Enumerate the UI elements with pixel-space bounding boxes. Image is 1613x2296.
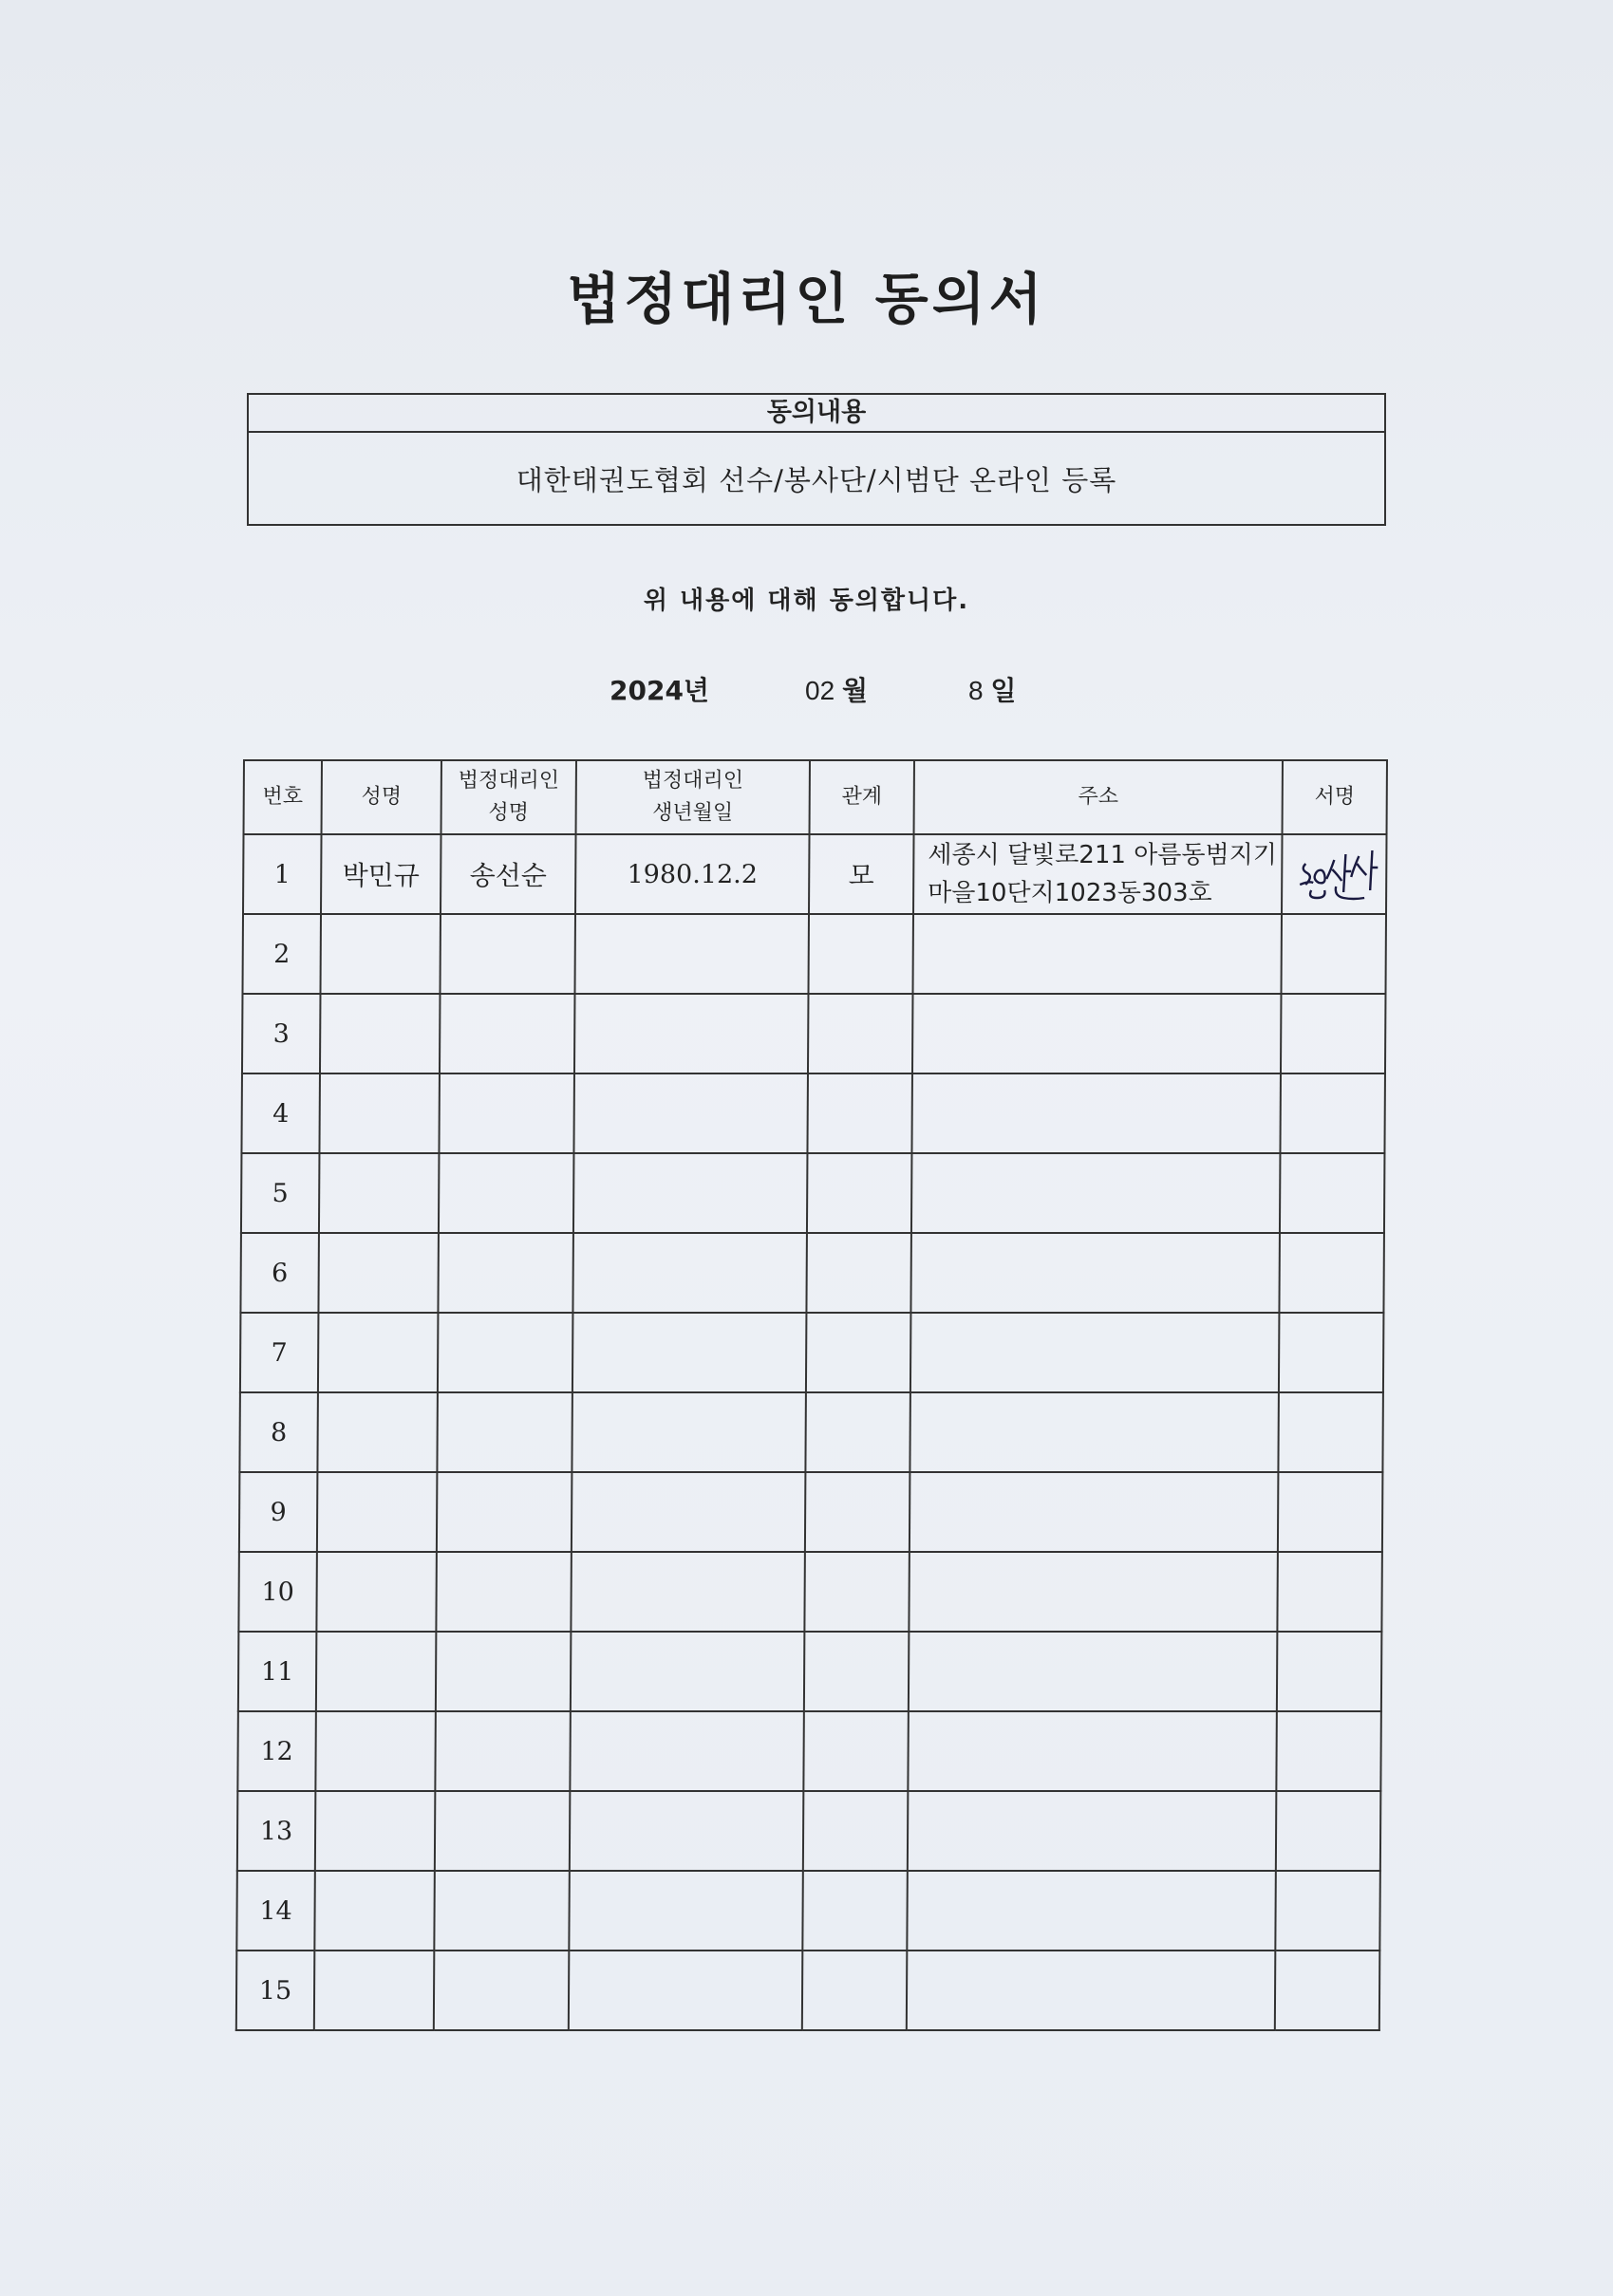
cell-signature [1279, 1313, 1384, 1392]
cell-name [320, 914, 441, 994]
cell-signature [1282, 834, 1387, 914]
cell-guardian-name [439, 1153, 574, 1233]
cell-guardian-birth [571, 1552, 805, 1632]
guardian-table [235, 759, 1388, 2031]
header-no: 번호 [244, 760, 322, 834]
cell-guardian-name [435, 1711, 571, 1791]
cell-relation [803, 1711, 909, 1791]
cell-signature [1276, 1791, 1381, 1871]
cell-no: 10 [238, 1552, 317, 1632]
cell-signature [1280, 1073, 1385, 1153]
date-month: 02 월 [805, 675, 868, 706]
table-row [238, 1632, 1382, 1711]
cell-guardian-birth [574, 914, 809, 994]
cell-guardian-birth [569, 1871, 803, 1951]
cell-signature [1281, 994, 1386, 1073]
cell-name [319, 1153, 440, 1233]
cell-relation [806, 1233, 911, 1313]
cell-address [909, 1552, 1278, 1632]
cell-no: 3 [242, 994, 321, 1073]
cell-guardian-name [438, 1313, 573, 1392]
cell-signature [1276, 1711, 1381, 1791]
cell-name [319, 1073, 440, 1153]
cell-no: 4 [241, 1073, 320, 1153]
cell-relation [802, 1871, 908, 1951]
cell-relation: 모 [809, 834, 914, 914]
cell-name [314, 1871, 435, 1951]
cell-relation [803, 1791, 909, 1871]
cell-relation [806, 1313, 911, 1392]
cell-address [909, 1632, 1278, 1711]
table-row [236, 1871, 1380, 1951]
cell-guardian-birth: 1980.12.2 [575, 834, 810, 914]
cell-guardian-name [435, 1791, 571, 1871]
cell-name [318, 1233, 439, 1313]
cell-address [911, 1153, 1281, 1233]
date-year: 2024년 [610, 675, 709, 706]
cell-signature [1275, 1871, 1380, 1951]
cell-guardian-name [436, 1552, 572, 1632]
cell-signature [1275, 1951, 1380, 2030]
cell-address [910, 1392, 1279, 1472]
cell-signature [1278, 1392, 1383, 1472]
cell-address: 세종시 달빛로211 아름동범지기마을10단지1023동303호 [913, 834, 1283, 914]
cell-guardian-name [437, 1392, 572, 1472]
cell-name [315, 1711, 436, 1791]
table-row [237, 1711, 1381, 1791]
cell-signature [1279, 1233, 1384, 1313]
cell-address [908, 1711, 1277, 1791]
table-row [237, 1791, 1381, 1871]
cell-name [314, 1951, 435, 2030]
cell-no: 11 [238, 1632, 317, 1711]
date-day: 8 일 [968, 675, 1017, 706]
consent-heading: 동의내용 [249, 395, 1384, 433]
cell-no: 14 [236, 1871, 315, 1951]
cell-address [912, 994, 1282, 1073]
cell-guardian-name [434, 1871, 570, 1951]
table-row [238, 1552, 1382, 1632]
cell-guardian-name [438, 1233, 573, 1313]
cell-no: 2 [242, 914, 321, 994]
header-relation: 관계 [810, 760, 914, 834]
cell-guardian-birth [573, 1073, 808, 1153]
table-body [236, 834, 1387, 2030]
cell-no: 9 [239, 1472, 318, 1552]
cell-no: 1 [243, 834, 322, 914]
cell-signature [1278, 1472, 1383, 1552]
cell-guardian-birth [572, 1472, 806, 1552]
cell-name [316, 1632, 437, 1711]
header-address: 주소 [914, 760, 1283, 834]
cell-no: 6 [240, 1233, 319, 1313]
cell-signature [1277, 1552, 1382, 1632]
cell-guardian-name [440, 914, 575, 994]
guardian-table-wrap [235, 759, 1386, 2018]
cell-address [910, 1313, 1280, 1392]
cell-signature [1281, 914, 1386, 994]
cell-no: 5 [241, 1153, 320, 1233]
cell-guardian-birth [573, 1153, 808, 1233]
cell-guardian-birth [572, 1233, 807, 1313]
cell-no: 7 [240, 1313, 319, 1392]
cell-no: 8 [239, 1392, 318, 1472]
header-signature: 서명 [1283, 760, 1387, 834]
cell-guardian-birth [571, 1632, 805, 1711]
table-row [240, 1233, 1384, 1313]
cell-relation [807, 1073, 912, 1153]
cell-relation [804, 1632, 910, 1711]
cell-address [911, 1073, 1281, 1153]
cell-address [908, 1791, 1277, 1871]
cell-no: 13 [237, 1791, 316, 1871]
table-header-row [244, 760, 1387, 834]
cell-guardian-name: 송선순 [441, 834, 576, 914]
table-row [241, 1073, 1385, 1153]
cell-signature [1280, 1153, 1385, 1233]
consent-box [247, 393, 1386, 526]
cell-name [320, 994, 441, 1073]
cell-relation [807, 1153, 912, 1233]
cell-name: 박민규 [321, 834, 441, 914]
cell-relation [805, 1472, 910, 1552]
table-row [241, 1153, 1385, 1233]
cell-guardian-birth [572, 1313, 807, 1392]
cell-signature [1277, 1632, 1382, 1711]
agreement-statement: 위 내용에 대해 동의합니다. [643, 587, 970, 615]
table-row [242, 994, 1386, 1073]
consent-content: 대한태권도협회 선수/봉사단/시범단 온라인 등록 [516, 464, 1117, 496]
handwritten-signature [1283, 835, 1386, 913]
table-row [243, 834, 1387, 914]
cell-address [907, 1951, 1276, 2030]
cell-name [317, 1472, 438, 1552]
cell-address [907, 1871, 1276, 1951]
cell-guardian-name [439, 1073, 574, 1153]
cell-no: 15 [236, 1951, 315, 2030]
cell-guardian-birth [572, 1392, 806, 1472]
header-name: 성명 [322, 760, 441, 834]
cell-name [316, 1552, 437, 1632]
header-guardian-birth: 법정대리인 생년월일 [576, 760, 810, 834]
cell-guardian-name [440, 994, 575, 1073]
cell-guardian-birth [569, 1951, 803, 2030]
cell-name [315, 1791, 436, 1871]
cell-guardian-birth [574, 994, 809, 1073]
header-guardian-name: 법정대리인 성명 [441, 760, 576, 834]
cell-guardian-name [434, 1951, 570, 2030]
table-row [239, 1472, 1383, 1552]
cell-address [910, 1472, 1279, 1552]
table-row [239, 1392, 1383, 1472]
cell-name [317, 1392, 438, 1472]
table-row [242, 914, 1386, 994]
cell-relation [808, 994, 913, 1073]
cell-relation [805, 1392, 910, 1472]
cell-relation [808, 914, 913, 994]
document-title: 법정대리인 동의서 [567, 267, 1046, 331]
table-row [240, 1313, 1384, 1392]
cell-relation [804, 1552, 910, 1632]
cell-relation [802, 1951, 908, 2030]
table-row [236, 1951, 1380, 2030]
cell-no: 12 [237, 1711, 316, 1791]
cell-guardian-birth [570, 1791, 804, 1871]
cell-address [912, 914, 1282, 994]
cell-guardian-name [437, 1472, 572, 1552]
cell-guardian-name [436, 1632, 572, 1711]
cell-address [910, 1233, 1280, 1313]
cell-guardian-birth [570, 1711, 804, 1791]
cell-name [318, 1313, 439, 1392]
